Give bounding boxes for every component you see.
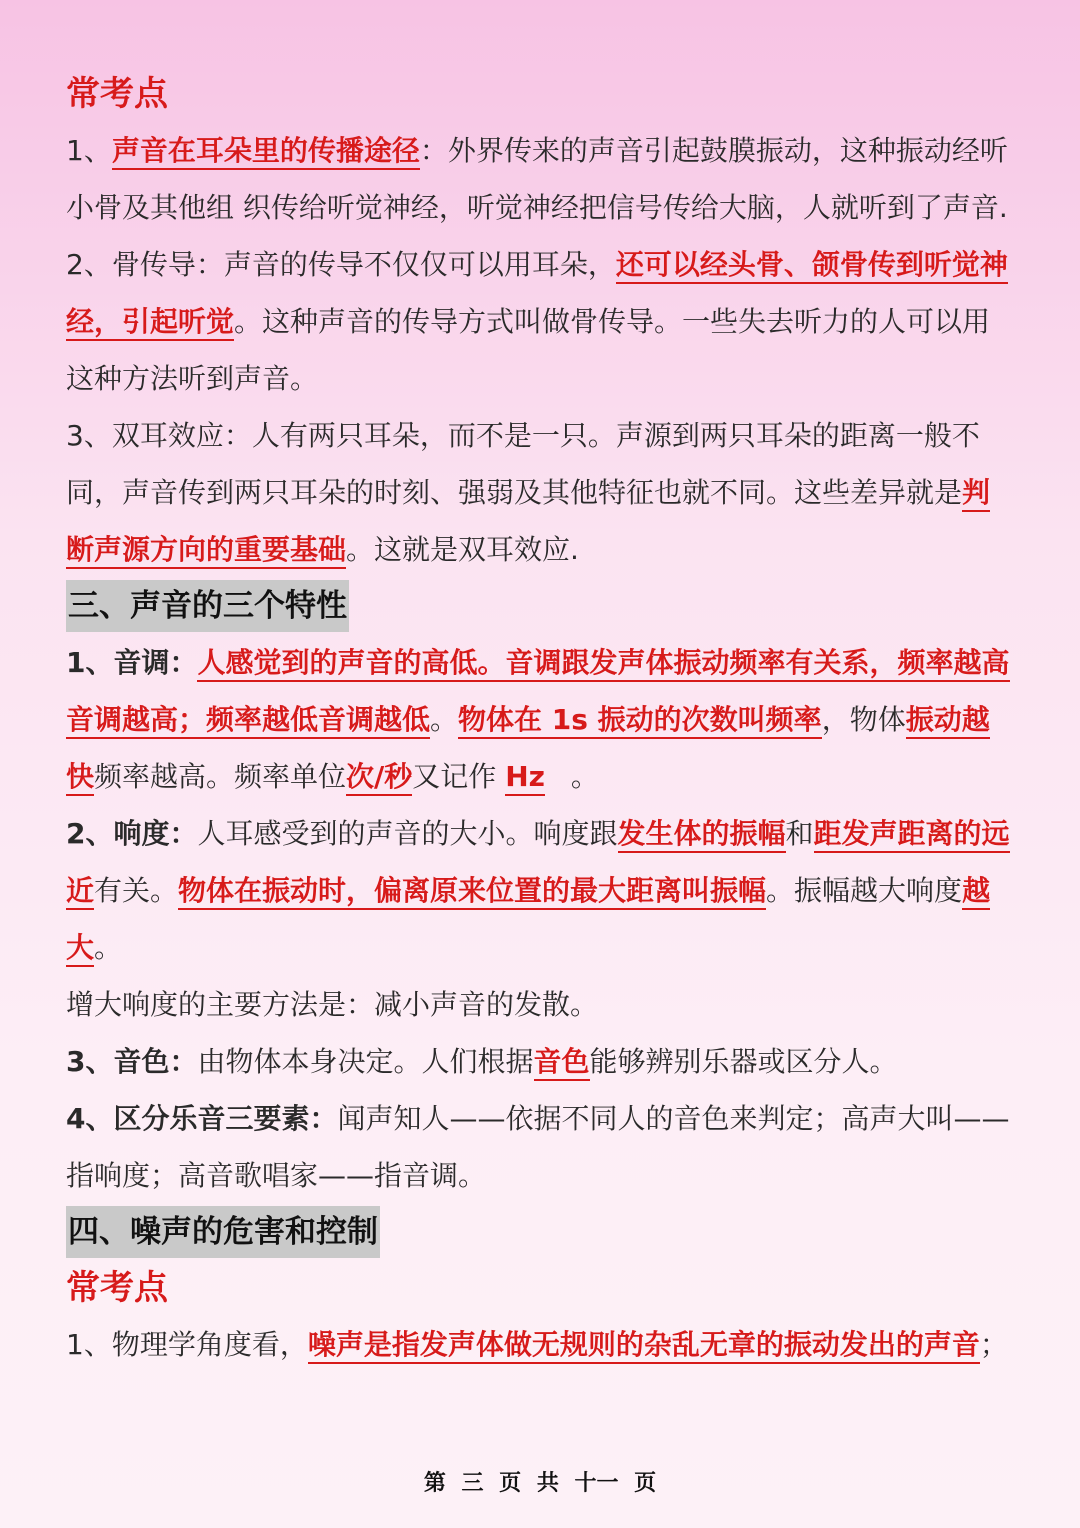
highlight-term: 噪声是指发声体做无规则的杂乱无章的振动发出的声音 (308, 1328, 980, 1364)
paragraph-text: 。这就是双耳效应. (346, 533, 579, 566)
item-number: 1、 (66, 134, 112, 167)
paragraph-text: 人耳感受到的声音的大小。响度跟 (197, 817, 618, 850)
paragraph-text: 又记作 (412, 760, 497, 793)
paragraph-text: 。这种声音的传导方式叫做骨传导。一些失去听力的人可以用这种方法听到声音。 (66, 305, 991, 395)
highlight-term: 物体在振动时，偏离原来位置的最大距离叫振幅 (178, 874, 766, 910)
paragraph-three-elements (66, 1090, 1016, 1204)
paragraph-text: ，物体 (821, 703, 906, 736)
paragraph-loudness (66, 805, 1016, 976)
term-label: 3、音色： (66, 1045, 198, 1078)
highlight-term: 人感觉到的声音的高低。音调跟发声体振动频率有关系，频率越高音调越高；频率越低音调越低 (66, 646, 1010, 739)
paragraph-text: ：外界传来的声音引起鼓膜振动，这种振动经听小骨及其他组 织传给听觉神经，听觉神经把信号传给大脑，人就听到了声音. (66, 134, 1008, 224)
paragraph-bone-conduction (66, 236, 1016, 407)
highlight-term: 发生体的振幅 (618, 817, 786, 853)
term-label: 2、响度： (66, 817, 198, 850)
paragraph-text: 。 (94, 931, 123, 964)
paragraph-binaural-effect (66, 407, 1016, 578)
heading-key-points: 常考点 (66, 74, 168, 114)
section-heading-noise: 四、噪声的危害和控制 (66, 1206, 380, 1258)
item-number: 3、 (66, 419, 112, 452)
highlight-term: 判断声源方向的重要基础 (66, 476, 990, 569)
paragraph-text: ； (979, 1328, 1008, 1361)
paragraph-text: 。 (430, 703, 459, 736)
highlight-term: 还可以经头骨、颌骨传到听觉神经，引起听觉 (66, 248, 1008, 341)
paragraph-pitch (66, 634, 1016, 805)
page-footer: 第 三 页 共 十一 页 (423, 1470, 657, 1496)
highlight-term: Hz (505, 760, 545, 796)
highlight-term: 音色 (534, 1045, 590, 1081)
highlight-term: 距发声距离的远近 (66, 817, 1010, 910)
highlight-term: 声音在耳朵里的传播途径 (112, 134, 420, 170)
paragraph-timbre (66, 1033, 1016, 1090)
item-number: 1、 (66, 1328, 112, 1361)
paragraph-text: 频率越高。频率单位 (94, 760, 347, 793)
paragraph-increase-loudness: 增大响度的主要方法是：减小声音的发散。 (66, 988, 599, 1021)
paragraph-noise-definition (66, 1316, 1016, 1373)
paragraph-text: 。 (570, 760, 599, 793)
paragraph-text: 能够辨别乐器或区分人。 (589, 1045, 898, 1078)
paragraph-text: 有关。 (94, 874, 179, 907)
highlight-term: 越大 (66, 874, 990, 967)
paragraph-text: 和 (785, 817, 814, 850)
paragraph-text: 骨传导：声音的传导不仅仅可以用耳朵， (111, 248, 616, 281)
heading-key-points-2: 常考点 (66, 1268, 168, 1308)
highlight-term: 振动越快 (66, 703, 990, 796)
term-label: 1、音调： (66, 646, 198, 679)
paragraph-text: 闻声知人——依据不同人的音色来判定；高声大叫——指响度；高音歌唱家——指音调。 (66, 1102, 1010, 1192)
term-label: 4、区分乐音三要素： (66, 1102, 338, 1135)
paragraph-text: 双耳效应：人有两只耳朵，而不是一只。声源到两只耳朵的距离一般不同，声音传到两只耳朵的时刻、强弱及其他特征也就不同。这些差异就是 (66, 419, 980, 509)
paragraph-text: 。振幅越大响度 (766, 874, 963, 907)
section-heading-three-properties: 三、声音的三个特性 (66, 580, 349, 632)
paragraph-text: 由物体本身决定。人们根据 (197, 1045, 534, 1078)
document-page (66, 66, 1016, 1373)
item-number: 2、 (66, 248, 112, 281)
highlight-term: 物体在 1s 振动的次数叫频率 (458, 703, 822, 739)
paragraph-text: 物理学角度看， (111, 1328, 308, 1361)
paragraph-ear-path (66, 122, 1016, 236)
highlight-term: 次/秒 (346, 760, 412, 796)
